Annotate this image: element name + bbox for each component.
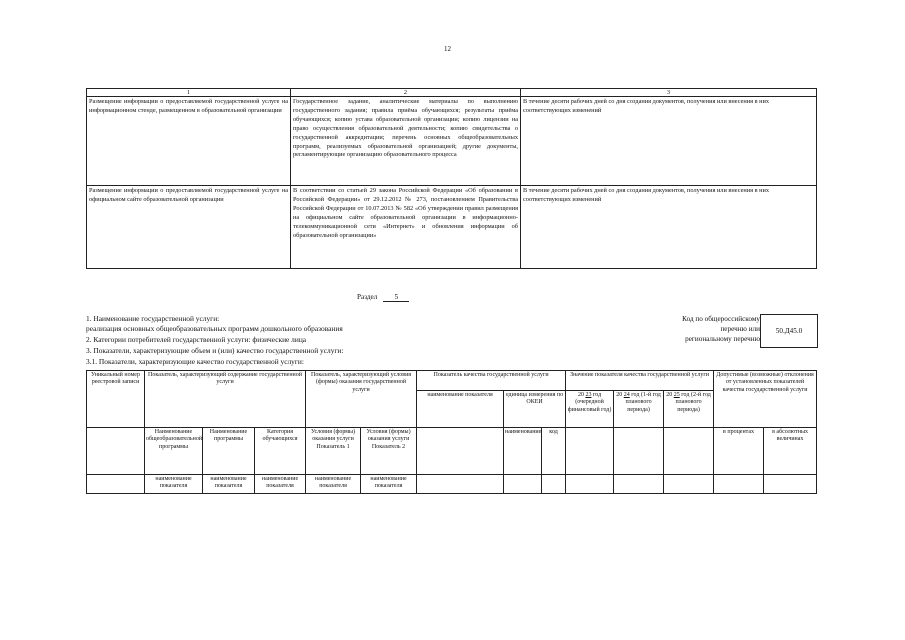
table-row <box>87 97 817 186</box>
indicator-name-label: наименование показателя <box>306 475 361 494</box>
service-name-value: реализация основных общеобразовательных программ дошкольного образования <box>86 324 343 333</box>
column-header-3: 3 <box>521 89 817 97</box>
absolute-subheader: в абсолютных величинах <box>764 428 817 475</box>
quality-values-header: Значение показателя качества государственной услуги <box>566 371 714 391</box>
indicator-name-label: наименование показателя <box>203 475 255 494</box>
header-row-3 <box>87 428 817 475</box>
quality-indicators-table <box>86 370 817 494</box>
content-indicator-header: Показатель, характеризующий содержание государственной услуги <box>145 371 306 428</box>
empty-cell <box>417 475 504 494</box>
empty-cell <box>664 428 714 475</box>
table-header-row <box>87 89 817 97</box>
empty-cell <box>566 428 614 475</box>
frequency-cell: В течение десяти рабочих дней со дня создания документов, получения или внесения в них соответствующих изменений <box>521 186 817 269</box>
condition-2-subheader: Условия (формы) оказания услуги Показатель 2 <box>361 428 417 475</box>
quality-indicators-heading: 3.1. Показатели, характеризующие качество государственной услуги: <box>86 357 304 366</box>
conditions-indicator-header: Показатель, характеризующий условия (формы) оказания государственной услуги <box>306 371 417 428</box>
consumer-category: 2. Категории потребителей государственной услуги: физические лица <box>86 335 307 344</box>
empty-cell <box>614 428 664 475</box>
percent-subheader: в процентах <box>714 428 764 475</box>
content-cell: В соответствии со статьей 29 закона Российской Федерации «Об образовании в Российской Федерации» от 29.12.2012 № 273, постановлением Правительства Российской Федерации от 10.07.2013 № 582 «Об утверждении правил размещения на официальном сайте образовательной организации в информационно-телекоммуникационной сети «Интернет» и обновления информации об образовательной организации» <box>291 186 521 269</box>
program-subheader: Наименование программы <box>203 428 255 475</box>
section-heading <box>357 293 409 302</box>
indicators-heading: 3. Показатели, характеризующие объем и (или) качество государственной услуги: <box>86 346 344 355</box>
empty-cell <box>87 475 145 494</box>
info-dissemination-table <box>86 88 817 269</box>
frequency-cell: В течение десяти рабочих дней со дня создания документов, получения или внесения в них соответствующих изменений <box>521 97 817 186</box>
registry-code-box: 50.Д45.0 <box>760 314 818 348</box>
empty-cell <box>87 428 145 475</box>
year-3-header: 20 25 год (2-й год планового периода) <box>664 391 714 428</box>
column-header-2: 2 <box>291 89 521 97</box>
empty-cell <box>417 428 504 475</box>
condition-1-subheader: Условия (формы) оказания услуги Показатель 1 <box>306 428 361 475</box>
unique-number-header: Уникальный номер реестровой записи <box>87 371 145 428</box>
empty-cell <box>714 475 764 494</box>
program-name-subheader: Наименование общеобразовательной программы <box>145 428 203 475</box>
indicator-name-header: наименование показателя <box>417 391 504 428</box>
year-2-header: 20 24 год (1-й год планового периода) <box>614 391 664 428</box>
table-row <box>87 186 817 269</box>
empty-cell <box>664 475 714 494</box>
student-category-subheader: Категория обучающихся <box>255 428 306 475</box>
indicator-name-label: наименование показателя <box>361 475 417 494</box>
quality-indicator-header: Показатель качества государственной услуги <box>417 371 566 391</box>
indicator-name-label: наименование показателя <box>145 475 203 494</box>
header-row-4 <box>87 475 817 494</box>
service-name-label: 1. Наименование государственной услуги: <box>86 314 220 323</box>
empty-cell <box>566 475 614 494</box>
empty-cell <box>764 475 817 494</box>
year-1-header: 20 23 год (очередной финансовый год) <box>566 391 614 428</box>
header-row-1 <box>87 371 817 391</box>
column-header-1: 1 <box>87 89 291 97</box>
unit-name-subheader: наименование <box>504 428 542 475</box>
section-number: 5 <box>383 293 409 302</box>
indicator-name-label: наименование показателя <box>255 475 306 494</box>
section-label: Раздел <box>357 293 378 301</box>
empty-cell <box>542 475 566 494</box>
unit-header: единица измерения по ОКЕИ <box>504 391 566 428</box>
method-cell: Размещение информации о предоставляемой государственной услуге на официальном сайте образовательной организации <box>87 186 291 269</box>
page-number: 12 <box>444 45 451 53</box>
method-cell: Размещение информации о предоставляемой государственной услуге на информационном стенде, размещенном в образовательной организации <box>87 97 291 186</box>
content-cell: Государственное задание, аналитические материалы по выполнению государственного задания; правила приёма обучающихся; результаты приёма обучающихся; копию устава образовательной организации; копию лицензии на право осуществления образовательной деятельности; копию свидетельства о государственной аккредитации; перечень основных общеобразовательных программ, реализуемых образовательной организацией; другие документы, регламентирующие организацию образовательного процесса <box>291 97 521 186</box>
registry-code-label: Код по общероссийскому перечню или региональному перечню <box>682 315 760 343</box>
allowed-deviation-header: Допустимые (возможные) отклонения от установленных показателей качества государственной услуги <box>714 371 817 428</box>
empty-cell <box>614 475 664 494</box>
empty-cell <box>504 475 542 494</box>
unit-code-subheader: код <box>542 428 566 475</box>
